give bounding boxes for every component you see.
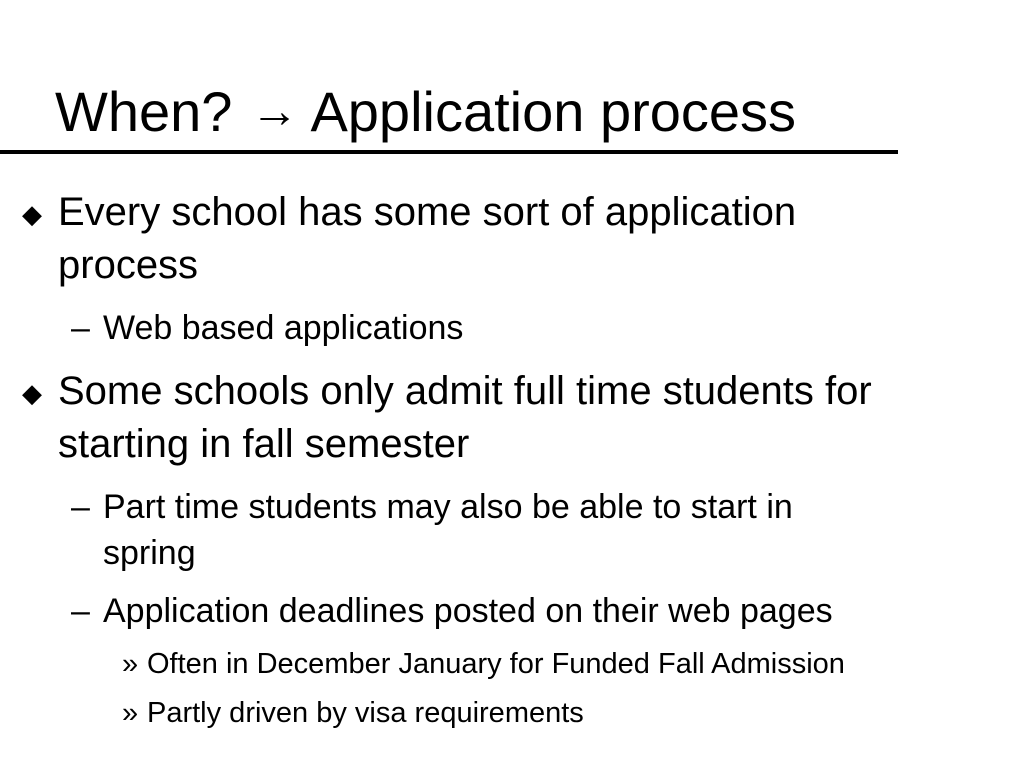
diamond-bullet-icon: ◆ — [22, 378, 42, 408]
slide-title — [55, 78, 796, 146]
dash-bullet-icon: – — [71, 309, 90, 347]
slide-title-topic: Application process — [310, 80, 797, 143]
subbullet-text-line: spring — [103, 534, 196, 572]
guillemet-bullet-icon: » — [122, 697, 139, 729]
diamond-bullet-icon: ◆ — [22, 199, 42, 229]
guillemet-bullet-icon: » — [122, 648, 139, 680]
dash-bullet-icon: – — [71, 488, 90, 526]
slide-title-question: When? — [55, 80, 233, 143]
bullet-text-line: Some schools only admit full time students for — [58, 369, 872, 413]
subbullet-text: Web based applications — [103, 309, 464, 347]
bullet-text-line: process — [58, 243, 199, 287]
subbullet-text-line: Part time students may also be able to start in — [103, 488, 793, 526]
right-arrow-icon: → — [250, 85, 299, 138]
dash-bullet-icon: – — [71, 592, 90, 630]
subsubbullet-visa — [122, 693, 584, 733]
bullet-text-line: Every school has some sort of application — [58, 190, 797, 234]
subbullet-deadlines — [71, 588, 833, 634]
subbullet-text: Application deadlines posted on their web pages — [103, 592, 833, 630]
subbullet-web-based — [71, 305, 464, 351]
bullet-application-process — [22, 186, 797, 292]
bullet-fall-semester — [22, 365, 872, 471]
title-underline — [0, 150, 898, 154]
subsubbullet-december-january — [122, 644, 845, 684]
bullet-text-line: starting in fall semester — [58, 422, 470, 466]
subsubbullet-text: Often in December January for Funded Fall Admission — [147, 648, 845, 680]
subsubbullet-text: Partly driven by visa requirements — [147, 697, 584, 729]
subbullet-part-time — [71, 484, 793, 576]
